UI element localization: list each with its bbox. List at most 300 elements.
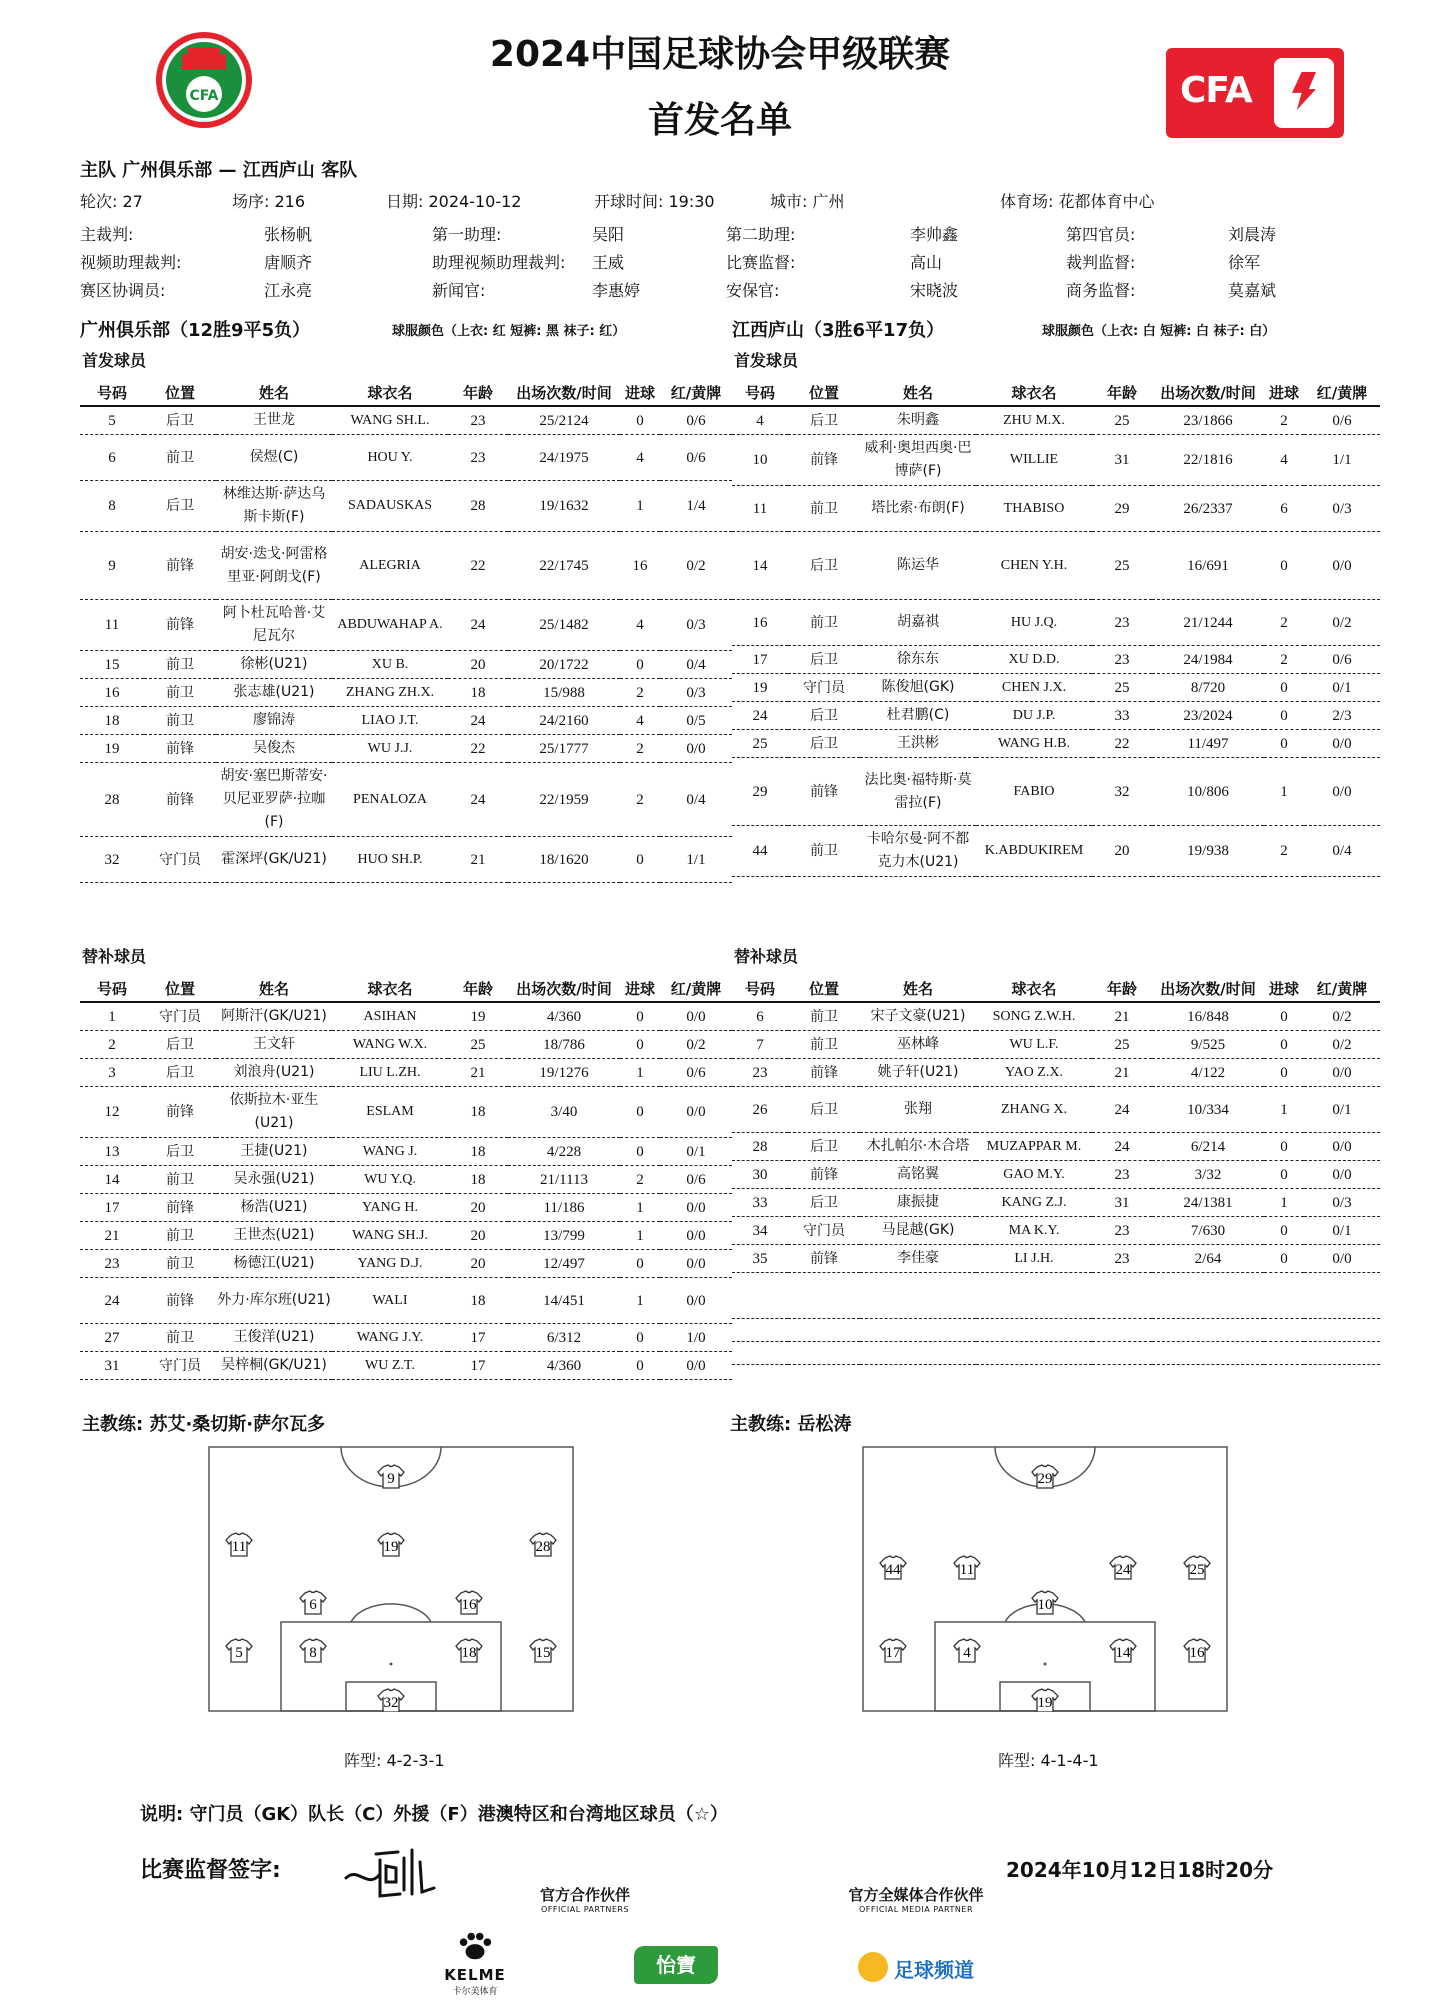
column-header: 出场次数/时间 xyxy=(508,380,620,406)
partners-title: 官方合作伙伴 xyxy=(539,1886,630,1904)
cell-position: 后卫 xyxy=(788,406,860,435)
cell-position: 前卫 xyxy=(144,679,216,707)
yibao-logo: 怡寶 xyxy=(634,1946,718,1984)
cell-cards: 0/3 xyxy=(1304,1189,1380,1217)
cell-cards: 0/1 xyxy=(1304,1087,1380,1133)
cell-number: 31 xyxy=(80,1352,144,1380)
table-row xyxy=(80,532,732,600)
cell-position: 后卫 xyxy=(788,702,860,730)
cell-age: 21 xyxy=(448,837,508,883)
cell-shirt-name: YANG D.J. xyxy=(332,1250,448,1278)
cell-shirt-name: KANG Z.J. xyxy=(976,1189,1092,1217)
cell-goals: 4 xyxy=(620,600,660,651)
column-header: 进球 xyxy=(1264,380,1304,406)
cell-number: 32 xyxy=(80,837,144,883)
cell-number: 19 xyxy=(732,674,788,702)
table-row xyxy=(732,435,1380,486)
column-header: 年龄 xyxy=(1092,976,1152,1002)
official-partners-label xyxy=(520,1884,650,1914)
cell-cards: 0/4 xyxy=(660,763,732,837)
table-row xyxy=(732,1087,1380,1133)
cell-number: 28 xyxy=(732,1133,788,1161)
cell-appearances: 20/1722 xyxy=(508,651,620,679)
cell-goals: 0 xyxy=(1264,730,1304,758)
cell-age: 18 xyxy=(448,1087,508,1138)
column-header: 姓名 xyxy=(216,976,332,1002)
kelme-logo xyxy=(440,1930,510,2006)
cell-number: 44 xyxy=(732,826,788,877)
cell-shirt-name: LIU L.ZH. xyxy=(332,1059,448,1087)
cell-name: 朱明鑫 xyxy=(860,406,976,435)
away-subs-label: 替补球员 xyxy=(734,947,799,966)
cell-goals: 2 xyxy=(620,679,660,707)
match-round: 轮次: 27 xyxy=(80,192,143,211)
svg-text:CFA: CFA xyxy=(189,88,219,104)
cell-number: 9 xyxy=(80,532,144,600)
away-starters-label: 首发球员 xyxy=(734,351,799,370)
cell-age: 18 xyxy=(448,1138,508,1166)
cell-position: 前卫 xyxy=(788,1002,860,1031)
column-header: 球衣名 xyxy=(976,976,1092,1002)
table-row xyxy=(80,837,732,883)
cell-cards: 0/0 xyxy=(660,1250,732,1278)
cell-appearances: 8/720 xyxy=(1152,674,1264,702)
cell-shirt-name: CHEN Y.H. xyxy=(976,532,1092,600)
cell-age: 20 xyxy=(448,1194,508,1222)
player-shirt-number: 17 xyxy=(885,1645,901,1661)
cell-position: 后卫 xyxy=(788,730,860,758)
table-row xyxy=(732,600,1380,646)
cell-age: 23 xyxy=(448,435,508,481)
table-row xyxy=(732,406,1380,435)
cell-appearances: 22/1745 xyxy=(508,532,620,600)
cell-number: 3 xyxy=(80,1059,144,1087)
cell-cards: 0/0 xyxy=(1304,1133,1380,1161)
official-role-label: 比赛监督: xyxy=(726,253,796,272)
cell-number: 27 xyxy=(80,1324,144,1352)
column-header: 号码 xyxy=(80,380,144,406)
cell-goals: 0 xyxy=(1264,1245,1304,1273)
cell-number: 1 xyxy=(80,1002,144,1031)
cell-name: 姚子轩(U21) xyxy=(860,1059,976,1087)
official-role-label: 商务监督: xyxy=(1066,281,1136,300)
cell-shirt-name: LIAO J.T. xyxy=(332,707,448,735)
cell-shirt-name: FABIO xyxy=(976,758,1092,826)
cell-appearances: 4/360 xyxy=(508,1002,620,1031)
home-subs-label: 替补球员 xyxy=(82,947,147,966)
table-row xyxy=(80,679,732,707)
table-header-row xyxy=(80,976,732,1002)
cell-name: 杜君鹏(C) xyxy=(860,702,976,730)
cell-number: 7 xyxy=(732,1031,788,1059)
table-header-row xyxy=(732,380,1380,406)
cell-shirt-name: ZHANG ZH.X. xyxy=(332,679,448,707)
cell-goals: 0 xyxy=(1264,1002,1304,1031)
cell-appearances: 11/186 xyxy=(508,1194,620,1222)
player-shirt-number: 10 xyxy=(1037,1597,1053,1613)
column-header: 位置 xyxy=(788,380,860,406)
cell-shirt-name: XU B. xyxy=(332,651,448,679)
cell-position: 后卫 xyxy=(144,406,216,435)
cell-appearances: 10/806 xyxy=(1152,758,1264,826)
table-row xyxy=(80,1059,732,1087)
cell-cards: 0/0 xyxy=(1304,730,1380,758)
cell-cards: 0/0 xyxy=(1304,1245,1380,1273)
cell-position: 后卫 xyxy=(788,1087,860,1133)
cell-cards: 0/0 xyxy=(1304,1161,1380,1189)
cell-goals: 6 xyxy=(1264,486,1304,532)
cell-position: 后卫 xyxy=(788,1133,860,1161)
cell-number: 11 xyxy=(80,600,144,651)
cell-shirt-name: WU Z.T. xyxy=(332,1352,448,1380)
official-name: 李惠婷 xyxy=(592,281,641,300)
cell-number: 5 xyxy=(80,406,144,435)
cell-age: 23 xyxy=(1092,600,1152,646)
cell-appearances: 15/988 xyxy=(508,679,620,707)
player-shirt-number: 8 xyxy=(309,1645,317,1661)
cell-number: 28 xyxy=(80,763,144,837)
official-name: 唐顺齐 xyxy=(264,253,313,272)
cell-name: 陈俊旭(GK) xyxy=(860,674,976,702)
official-role-label: 新闻官: xyxy=(432,281,486,300)
column-header: 年龄 xyxy=(448,976,508,1002)
cell-appearances: 6/214 xyxy=(1152,1133,1264,1161)
cell-appearances: 16/691 xyxy=(1152,532,1264,600)
official-name: 莫嘉斌 xyxy=(1228,281,1277,300)
cell-goals: 2 xyxy=(1264,600,1304,646)
cell-name: 吴永强(U21) xyxy=(216,1166,332,1194)
official-role-label: 裁判监督: xyxy=(1066,253,1136,272)
cell-cards: 0/4 xyxy=(660,651,732,679)
player-shirt-number: 19 xyxy=(1037,1695,1053,1711)
cell-shirt-name: ZHANG X. xyxy=(976,1087,1092,1133)
cell-number: 11 xyxy=(732,486,788,532)
cell-position: 前卫 xyxy=(144,707,216,735)
cell-shirt-name: CHEN J.X. xyxy=(976,674,1092,702)
cell-shirt-name: WANG J. xyxy=(332,1138,448,1166)
table-row xyxy=(732,1245,1380,1273)
cell-goals: 4 xyxy=(620,435,660,481)
cell-cards: 1/1 xyxy=(1304,435,1380,486)
cell-goals: 1 xyxy=(620,481,660,532)
official-name: 王威 xyxy=(592,253,625,272)
cell-age: 20 xyxy=(448,651,508,679)
cell-number: 35 xyxy=(732,1245,788,1273)
cell-shirt-name: WU J.J. xyxy=(332,735,448,763)
cell-appearances: 23/1866 xyxy=(1152,406,1264,435)
cell-name: 巫林峰 xyxy=(860,1031,976,1059)
cell-shirt-name: XU D.D. xyxy=(976,646,1092,674)
cell-appearances: 3/40 xyxy=(508,1087,620,1138)
cell-shirt-name: WANG SH.J. xyxy=(332,1222,448,1250)
cell-appearances: 25/1777 xyxy=(508,735,620,763)
table-header-row xyxy=(80,380,732,406)
cell-goals: 2 xyxy=(620,735,660,763)
cell-name: 康振捷 xyxy=(860,1189,976,1217)
cell-age: 18 xyxy=(448,1166,508,1194)
cell-cards: 0/2 xyxy=(660,532,732,600)
cell-position: 前卫 xyxy=(788,1031,860,1059)
cell-appearances: 18/786 xyxy=(508,1031,620,1059)
cell-goals: 2 xyxy=(1264,406,1304,435)
partners-subtitle: OFFICIAL PARTNERS xyxy=(540,1905,630,1914)
cell-cards: 0/6 xyxy=(660,1059,732,1087)
cell-cards: 0/6 xyxy=(660,435,732,481)
column-header: 姓名 xyxy=(860,976,976,1002)
cell-age: 25 xyxy=(1092,532,1152,600)
cell-position: 守门员 xyxy=(788,1217,860,1245)
cell-shirt-name: PENALOZA xyxy=(332,763,448,837)
player-shirt-number: 32 xyxy=(383,1695,399,1711)
home-starters-label: 首发球员 xyxy=(82,351,147,370)
cell-age: 21 xyxy=(1092,1002,1152,1031)
table-row xyxy=(732,1002,1380,1031)
cell-shirt-name: DU J.P. xyxy=(976,702,1092,730)
cell-appearances: 21/1113 xyxy=(508,1166,620,1194)
cfa-logo-text: CFA xyxy=(1180,70,1252,111)
player-shirt-number: 4 xyxy=(963,1645,971,1661)
cell-cards: 2/3 xyxy=(1304,702,1380,730)
cell-appearances: 3/32 xyxy=(1152,1161,1264,1189)
table-row xyxy=(80,406,732,435)
cell-appearances: 2/64 xyxy=(1152,1245,1264,1273)
cell-shirt-name: ABDUWAHAP A. xyxy=(332,600,448,651)
cell-goals: 0 xyxy=(1264,1217,1304,1245)
home-coach: 主教练: 苏艾·桑切斯·萨尔瓦多 xyxy=(82,1414,326,1435)
cell-position: 后卫 xyxy=(788,1189,860,1217)
column-header: 年龄 xyxy=(448,380,508,406)
cell-goals: 16 xyxy=(620,532,660,600)
cell-appearances: 24/2160 xyxy=(508,707,620,735)
cell-name: 徐东东 xyxy=(860,646,976,674)
official-role-label: 第一助理: xyxy=(432,225,502,244)
column-header: 姓名 xyxy=(216,380,332,406)
cell-shirt-name: WANG W.X. xyxy=(332,1031,448,1059)
cell-position: 前卫 xyxy=(788,826,860,877)
cell-shirt-name: WALI xyxy=(332,1278,448,1324)
table-row xyxy=(732,532,1380,600)
table-row xyxy=(732,1189,1380,1217)
away-kit-colors: 球服颜色（上衣: 白 短裤: 白 袜子: 白） xyxy=(1042,324,1276,339)
cell-number: 18 xyxy=(80,707,144,735)
cell-age: 24 xyxy=(448,600,508,651)
cell-cards: 0/0 xyxy=(660,1352,732,1380)
table-row xyxy=(80,1002,732,1031)
player-shirt-number: 24 xyxy=(1115,1562,1131,1578)
cell-position: 前锋 xyxy=(788,1059,860,1087)
cell-age: 18 xyxy=(448,679,508,707)
cell-number: 33 xyxy=(732,1189,788,1217)
cell-shirt-name: YANG H. xyxy=(332,1194,448,1222)
cell-shirt-name: YAO Z.X. xyxy=(976,1059,1092,1087)
kelme-subtext: 卡尔美体育 xyxy=(452,1987,498,1997)
cell-cards: 0/0 xyxy=(660,1222,732,1250)
cell-position: 前卫 xyxy=(788,600,860,646)
cell-goals: 0 xyxy=(1264,702,1304,730)
cell-position: 守门员 xyxy=(788,674,860,702)
cell-cards: 0/1 xyxy=(1304,1217,1380,1245)
table-row xyxy=(732,1161,1380,1189)
cell-cards: 1/4 xyxy=(660,481,732,532)
cell-cards: 0/6 xyxy=(660,1166,732,1194)
player-shirt-number: 19 xyxy=(383,1539,399,1555)
official-media-partner-label xyxy=(846,1884,986,1914)
ftv-ball-icon xyxy=(858,1952,888,1982)
cell-position: 前锋 xyxy=(144,1087,216,1138)
table-row xyxy=(80,1278,732,1324)
home-formation: 阵型: 4-2-3-1 xyxy=(344,1751,445,1770)
table-row xyxy=(732,1059,1380,1087)
page-title: 2024中国足球协会甲级联赛 xyxy=(489,34,951,75)
cell-appearances: 16/848 xyxy=(1152,1002,1264,1031)
cell-name: 徐彬(U21) xyxy=(216,651,332,679)
cell-number: 12 xyxy=(80,1087,144,1138)
player-shirt-number: 11 xyxy=(231,1539,247,1555)
cell-appearances: 22/1816 xyxy=(1152,435,1264,486)
cell-name: 马昆越(GK) xyxy=(860,1217,976,1245)
cell-appearances: 11/497 xyxy=(1152,730,1264,758)
cell-goals: 0 xyxy=(620,1002,660,1031)
official-role-label: 主裁判: xyxy=(80,225,134,244)
cell-appearances: 22/1959 xyxy=(508,763,620,837)
cell-shirt-name: ASIHAN xyxy=(332,1002,448,1031)
cell-age: 31 xyxy=(1092,435,1152,486)
cell-position: 前卫 xyxy=(144,435,216,481)
column-header: 红/黄牌 xyxy=(660,976,732,1002)
player-shirt-number: 29 xyxy=(1037,1471,1053,1487)
table-row xyxy=(80,707,732,735)
column-header: 出场次数/时间 xyxy=(1152,976,1264,1002)
cell-name: 吴梓桐(GK/U21) xyxy=(216,1352,332,1380)
cell-goals: 1 xyxy=(620,1194,660,1222)
cell-cards: 0/0 xyxy=(660,1002,732,1031)
cell-name: 侯煜(C) xyxy=(216,435,332,481)
cell-name: 外力·库尔班(U21) xyxy=(216,1278,332,1324)
cell-position: 前锋 xyxy=(144,1194,216,1222)
player-shirt-number: 18 xyxy=(461,1645,477,1661)
cell-appearances: 6/312 xyxy=(508,1324,620,1352)
cell-shirt-name: WANG J.Y. xyxy=(332,1324,448,1352)
official-role-label: 赛区协调员: xyxy=(80,281,166,300)
cell-name: 法比奥·福特斯·莫雷拉(F) xyxy=(860,758,976,826)
cell-age: 20 xyxy=(1092,826,1152,877)
column-header: 出场次数/时间 xyxy=(1152,380,1264,406)
cell-age: 21 xyxy=(1092,1059,1152,1087)
player-shirt-number: 11 xyxy=(959,1562,975,1578)
cell-appearances: 4/122 xyxy=(1152,1059,1264,1087)
cell-age: 28 xyxy=(448,481,508,532)
match-number: 场序: 216 xyxy=(232,192,306,211)
cell-position: 守门员 xyxy=(144,1002,216,1031)
table-row xyxy=(80,600,732,651)
cell-position: 前锋 xyxy=(788,758,860,826)
cell-appearances: 24/1984 xyxy=(1152,646,1264,674)
cell-goals: 0 xyxy=(1264,532,1304,600)
cell-cards: 0/2 xyxy=(1304,600,1380,646)
column-header: 位置 xyxy=(144,976,216,1002)
cell-name: 陈运华 xyxy=(860,532,976,600)
cell-number: 6 xyxy=(732,1002,788,1031)
cell-number: 26 xyxy=(732,1087,788,1133)
cell-appearances: 21/1244 xyxy=(1152,600,1264,646)
cell-cards: 0/0 xyxy=(1304,1059,1380,1087)
player-shirt-number: 14 xyxy=(1115,1645,1131,1661)
cell-age: 23 xyxy=(1092,1245,1152,1273)
player-shirt-number: 5 xyxy=(235,1645,243,1661)
player-shirt-number: 28 xyxy=(535,1539,551,1555)
cell-number: 29 xyxy=(732,758,788,826)
cell-name: 宋子文豪(U21) xyxy=(860,1002,976,1031)
home-team-record: 广州俱乐部（12胜9平5负） xyxy=(80,320,311,341)
column-header: 号码 xyxy=(732,976,788,1002)
cell-shirt-name: ZHU M.X. xyxy=(976,406,1092,435)
cell-number: 17 xyxy=(80,1194,144,1222)
cell-cards: 0/2 xyxy=(1304,1031,1380,1059)
column-header: 出场次数/时间 xyxy=(508,976,620,1002)
cell-goals: 2 xyxy=(620,763,660,837)
cell-name: 阿卜杜瓦哈普·艾尼瓦尔 xyxy=(216,600,332,651)
cell-age: 19 xyxy=(448,1002,508,1031)
cell-cards: 0/2 xyxy=(660,1031,732,1059)
cell-name: 依斯拉木·亚生(U21) xyxy=(216,1087,332,1138)
cell-goals: 0 xyxy=(620,1324,660,1352)
cell-appearances: 7/630 xyxy=(1152,1217,1264,1245)
cell-cards: 0/6 xyxy=(1304,406,1380,435)
cell-number: 17 xyxy=(732,646,788,674)
cell-shirt-name: WANG SH.L. xyxy=(332,406,448,435)
cell-position: 前锋 xyxy=(788,1245,860,1273)
cell-name: 李佳豪 xyxy=(860,1245,976,1273)
cell-age: 20 xyxy=(448,1250,508,1278)
cell-cards: 1/0 xyxy=(660,1324,732,1352)
table-header-row xyxy=(732,976,1380,1002)
cell-age: 17 xyxy=(448,1352,508,1380)
cell-number: 2 xyxy=(80,1031,144,1059)
cell-age: 23 xyxy=(448,406,508,435)
table-row xyxy=(80,1222,732,1250)
table-row xyxy=(80,1250,732,1278)
cell-shirt-name: K.ABDUKIREM xyxy=(976,826,1092,877)
cell-cards: 0/4 xyxy=(1304,826,1380,877)
signature-time: 2024年10月12日18时20分 xyxy=(1006,1858,1273,1882)
away-formation-pitch xyxy=(862,1446,1228,1712)
column-header: 红/黄牌 xyxy=(660,380,732,406)
cell-name: 杨德江(U21) xyxy=(216,1250,332,1278)
official-name: 宋晓波 xyxy=(910,281,959,300)
cell-goals: 0 xyxy=(620,837,660,883)
table-row xyxy=(80,1166,732,1194)
cell-number: 23 xyxy=(80,1250,144,1278)
official-name: 徐军 xyxy=(1228,253,1261,272)
table-row xyxy=(80,1138,732,1166)
cell-position: 后卫 xyxy=(788,646,860,674)
cell-number: 14 xyxy=(732,532,788,600)
official-name: 李帅鑫 xyxy=(910,225,959,244)
cell-goals: 0 xyxy=(620,1138,660,1166)
cell-goals: 2 xyxy=(1264,826,1304,877)
cell-goals: 0 xyxy=(620,406,660,435)
table-row xyxy=(732,486,1380,532)
cell-cards: 0/3 xyxy=(660,679,732,707)
cell-goals: 0 xyxy=(620,1352,660,1380)
cell-appearances: 18/1620 xyxy=(508,837,620,883)
cell-goals: 1 xyxy=(1264,1087,1304,1133)
cell-age: 25 xyxy=(448,1031,508,1059)
home-kit-colors: 球服颜色（上衣: 红 短裤: 黑 袜子: 红） xyxy=(392,324,626,339)
cell-name: 胡安·迭戈·阿雷格里亚·阿朗戈(F) xyxy=(216,532,332,600)
cell-age: 33 xyxy=(1092,702,1152,730)
cell-position: 前锋 xyxy=(144,763,216,837)
